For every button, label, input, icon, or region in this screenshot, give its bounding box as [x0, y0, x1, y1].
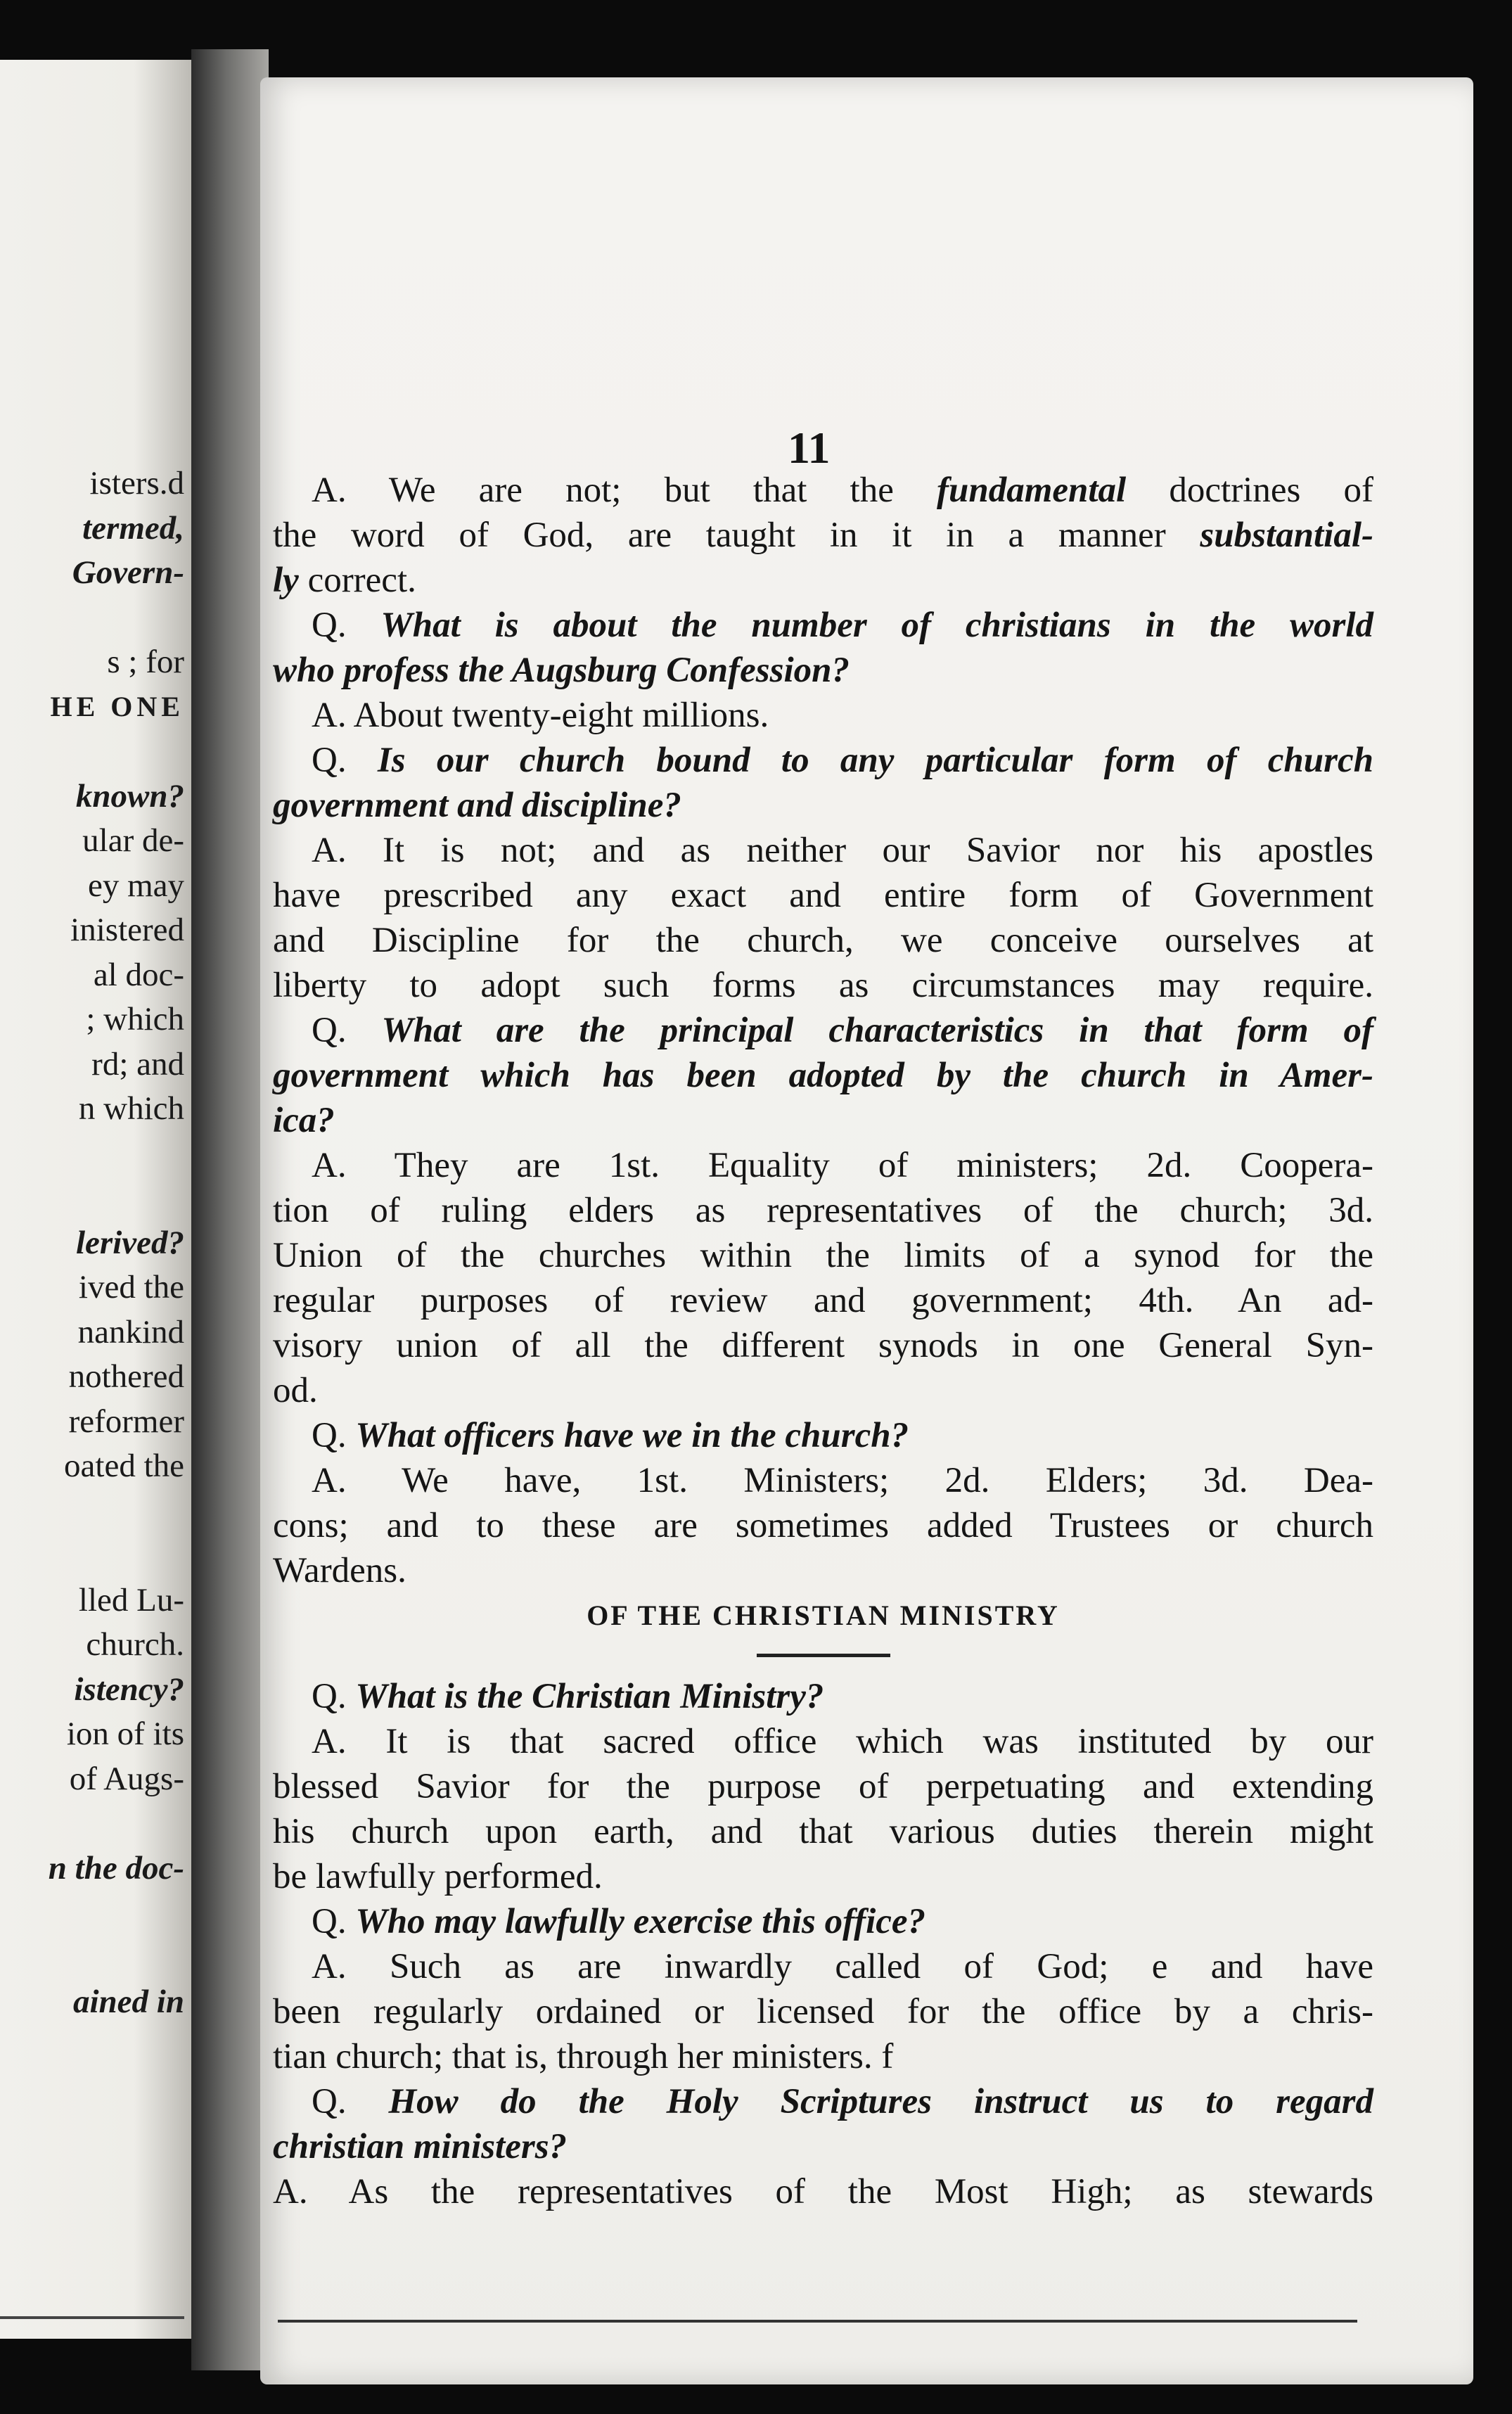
text-line	[273, 963, 1373, 1008]
text-line	[273, 1458, 1373, 1503]
text-run: been regularly ordained or licensed for the office by a chris-	[273, 1992, 1373, 2031]
text-line	[273, 2169, 1373, 2214]
text-run: visory union of all the different synods in one General Syn-	[273, 1326, 1373, 1365]
text-run: tian church; that is, through her ministers. f	[273, 2037, 894, 2076]
text-line	[273, 1764, 1373, 1809]
text-run: A. As the representatives of the Most High; as stewards	[273, 2172, 1373, 2211]
text-line	[273, 1143, 1373, 1188]
text-line	[273, 783, 1373, 828]
left-page-line: lled Lu-	[78, 1581, 184, 1618]
text-line	[273, 1854, 1373, 1899]
italic-text: substantial-	[1200, 516, 1373, 555]
text-run: the word of God, are taught in it in a manner	[273, 516, 1200, 555]
text-line	[273, 1053, 1373, 1098]
text-run: A. We have, 1st. Ministers; 2d. Elders; 3d. Dea-	[312, 1461, 1373, 1500]
italic-text: government which has been adopted by the church in Amer-	[273, 1056, 1373, 1095]
text-run: A. About twenty-eight millions.	[312, 696, 769, 735]
left-page-line: oated the	[64, 1448, 184, 1484]
section-heading: OF THE CHRISTIAN MINISTRY	[587, 1599, 1060, 1631]
left-page-footnote-rule	[0, 2316, 184, 2319]
text-run: Q.	[312, 2082, 389, 2121]
left-page-line: ained in	[72, 1984, 184, 2020]
italic-text: How do the Holy Scriptures instruct us to regard	[388, 2082, 1373, 2121]
text-line	[273, 1008, 1373, 1053]
left-page-line: reformer	[68, 1403, 184, 1440]
left-page-line: nothered	[68, 1358, 184, 1395]
text-run: cons; and to these are sometimes added Trustees or church	[273, 1506, 1373, 1545]
text-line	[273, 1233, 1373, 1278]
section-heading-line	[273, 1593, 1373, 1638]
text-run: tion of ruling elders as representatives of the church; 3d.	[273, 1191, 1373, 1230]
text-line	[273, 1098, 1373, 1143]
text-run: be lawfully performed.	[273, 1857, 603, 1896]
text-line	[273, 1989, 1373, 2034]
text-run: Q.	[312, 1011, 382, 1050]
left-page-line: n the doc-	[48, 1849, 184, 1886]
text-run: A. It is not; and as neither our Savior nor his apostles	[312, 831, 1373, 870]
italic-text: government and discipline?	[273, 786, 681, 825]
left-page-line: nankind	[77, 1313, 184, 1350]
left-page-line: Govern-	[72, 554, 184, 591]
left-page-line: ; which	[86, 1001, 184, 1037]
text-run: Q.	[312, 606, 381, 645]
text-line	[273, 1809, 1373, 1854]
text-run: Q.	[312, 741, 378, 780]
left-page-line: church.	[86, 1626, 184, 1663]
left-page-line: ey may	[87, 867, 184, 904]
italic-text: christian ministers?	[273, 2127, 568, 2166]
text-line	[273, 1188, 1373, 1233]
text-line	[273, 828, 1373, 873]
page-body	[273, 468, 1373, 2214]
left-page-line: istency?	[74, 1671, 184, 1708]
text-line	[273, 1503, 1373, 1548]
text-run: Q.	[312, 1416, 356, 1455]
text-run: Q.	[312, 1902, 356, 1941]
text-run: liberty to adopt such forms as circumstances may require.	[273, 966, 1373, 1005]
text-run: regular purposes of review and government; 4th. An ad-	[273, 1281, 1373, 1320]
italic-text: What are the principal characteristics in that form of	[381, 1011, 1373, 1050]
italic-text: Is our church bound to any particular form of church	[377, 741, 1373, 780]
text-line	[273, 648, 1373, 693]
text-line	[273, 738, 1373, 783]
left-page-line: HE ONE	[50, 690, 184, 722]
left-page-line: inistered	[70, 912, 184, 948]
left-page-line: ion of its	[66, 1716, 184, 1752]
text-run: and Discipline for the church, we conceive ourselves at	[273, 921, 1373, 960]
italic-text: ica?	[273, 1101, 335, 1140]
italic-text: who profess the Augsburg Confession?	[273, 651, 850, 690]
left-page-line: al doc-	[93, 956, 184, 993]
left-page-fragment	[0, 60, 191, 2339]
text-run: have prescribed any exact and entire form of Government	[273, 876, 1373, 915]
text-line	[273, 1413, 1373, 1458]
left-page-line: termed,	[82, 509, 184, 547]
italic-text: Who may lawfully exercise this office?	[355, 1902, 926, 1941]
book-gutter	[191, 49, 269, 2370]
italic-text: fundamental	[937, 471, 1127, 510]
text-run: Wardens.	[273, 1551, 406, 1590]
text-run: A. They are 1st. Equality of ministers; 2d. Coopera-	[312, 1146, 1373, 1185]
text-line	[273, 1548, 1373, 1593]
text-run: A. Such as are inwardly called of God; e and have	[312, 1947, 1373, 1986]
text-line	[273, 513, 1373, 558]
left-page-line: ular de-	[82, 822, 184, 859]
italic-text: What is about the number of christians in the world	[380, 606, 1373, 645]
section-divider	[757, 1654, 890, 1657]
text-line	[273, 2079, 1373, 2124]
left-page-line: of Augs-	[69, 1760, 184, 1797]
text-line	[273, 1278, 1373, 1323]
text-line	[273, 1323, 1373, 1368]
catechism-text-lower	[273, 1674, 1373, 2214]
text-line	[273, 468, 1373, 513]
italic-text: What officers have we in the church?	[355, 1416, 909, 1455]
text-run: A. It is that sacred office which was instituted by our	[312, 1722, 1373, 1761]
text-run: blessed Savior for the purpose of perpetuating and extending	[273, 1767, 1373, 1806]
left-page-line: ived the	[78, 1269, 184, 1305]
text-line	[273, 2124, 1373, 2169]
text-run: doctrines of	[1126, 471, 1373, 510]
text-line	[273, 918, 1373, 963]
text-line	[273, 1719, 1373, 1764]
text-line	[273, 603, 1373, 648]
italic-text: What is the Christian Ministry?	[355, 1677, 824, 1716]
footnote-rule	[278, 2320, 1357, 2323]
left-page-line: known?	[75, 777, 184, 815]
text-line	[273, 1368, 1373, 1413]
left-page-line: s ; for	[107, 644, 184, 680]
text-run: Union of the churches within the limits of a synod for the	[273, 1236, 1373, 1275]
text-run: od.	[273, 1371, 318, 1410]
text-line	[273, 1674, 1373, 1719]
text-run: his church upon earth, and that various duties therein might	[273, 1812, 1373, 1851]
text-line	[273, 1899, 1373, 1944]
left-page-line: rd; and	[91, 1045, 184, 1083]
text-line	[273, 558, 1373, 603]
left-page-line: isters.d	[89, 465, 184, 502]
text-run: A. We are not; but that the	[312, 471, 937, 510]
page-number: 11	[788, 423, 831, 473]
left-page-line: lerived?	[76, 1224, 184, 1261]
left-page-line: n which	[78, 1090, 184, 1127]
italic-text: ly	[273, 561, 299, 600]
text-run: correct.	[298, 561, 416, 600]
text-run: Q.	[312, 1677, 356, 1716]
text-line	[273, 2034, 1373, 2079]
text-line	[273, 693, 1373, 738]
text-line	[273, 873, 1373, 918]
catechism-text-upper	[273, 468, 1373, 1593]
text-line	[273, 1944, 1373, 1989]
